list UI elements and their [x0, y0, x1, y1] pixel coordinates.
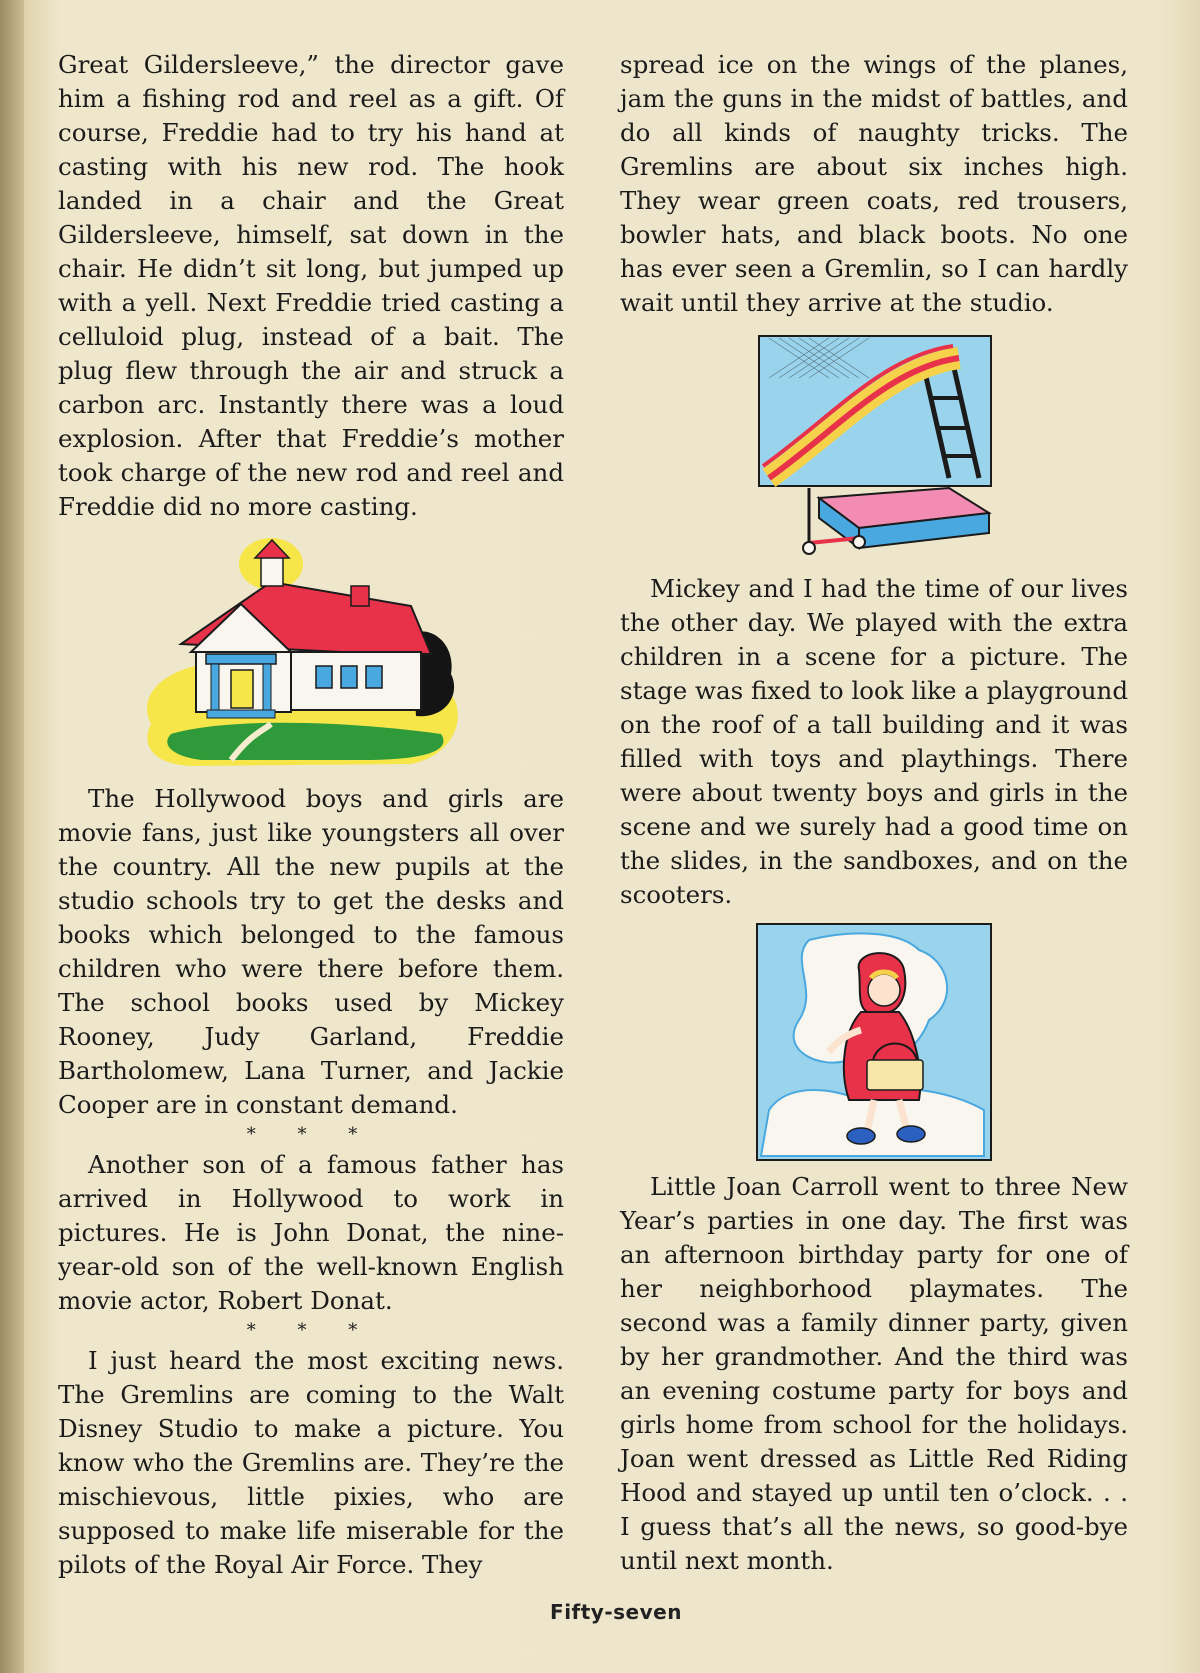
paragraph-gremlins-continued: spread ice on the wings of the planes, jam the guns in the midst of battles, and do all kinds of naughty tricks. The Gremlins are about six inches high. They wear green coats, red trousers, bowler hats, and black boots. No one has ever seen a Gremlin, so I can hardly wait until they arrive at the studio.	[620, 50, 1128, 317]
playground-slide-illustration	[620, 328, 1128, 564]
binding-gutter	[0, 0, 24, 1673]
red-riding-hood-illustration	[620, 920, 1128, 1164]
paragraph-gremlins: I just heard the most exciting news. The Gremlins are coming to the Walt Disney Studio to make a picture. You know who the Gremlins are. They’re the mischievous, little pixies, who are supposed to make life miserable for the pilots of the Royal Air Force. They	[58, 1346, 564, 1579]
paragraph-joan-carroll: Little Joan Carroll went to three New Year’s parties in one day. The first was an afternoon birthday party for one of her neighborhood playmates. The second was a family dinner party, given by her grandmother. And the third was an evening costume party for boys and girls home from school for the holidays. Joan went dressed as Little Red Riding Hood and stayed up until ten o’clock. . . I guess that’s all the news, so good-bye until next month.	[620, 1172, 1128, 1575]
section-separator: * * *	[246, 1124, 376, 1145]
slide-image	[749, 328, 999, 564]
left-column	[58, 48, 564, 1582]
right-column	[620, 48, 1128, 1578]
section-separator: * * *	[246, 1320, 376, 1341]
schoolhouse-image	[111, 534, 511, 774]
paragraph-john-donat: Another son of a famous father has arrived in Hollywood to work in pictures. He is John Donat, the nine-year-old son of the well-known English movie actor, Robert Donat.	[58, 1150, 564, 1315]
schoolhouse-illustration	[58, 534, 564, 774]
paragraph-movie-fans: The Hollywood boys and girls are movie fans, just like youngsters all over the country. All the new pupils at the studio schools try to get the desks and books which belonged to the famous children who were there before them. The school books used by Mickey Rooney, Judy Garland, Freddie Bartholomew, Lana Turner, and Jackie Cooper are in constant demand.	[58, 784, 564, 1119]
paragraph-fishing-rod: Great Gildersleeve,” the director gave him a fishing rod and reel as a gift. Of course, Freddie had to try his hand at casting with his new rod. The hook landed in a chair and the Great Gildersleeve, himself, sat down in the chair. He didn’t sit long, but jumped up with a yell. Next Freddie tried casting a celluloid plug, instead of a bait. The plug flew through the air and struck a carbon arc. Instantly there was a loud explosion. After that Freddie’s mother took charge of the new rod and reel and Freddie did no more casting.	[58, 50, 564, 521]
page-number: Fifty-seven	[550, 1600, 682, 1624]
paragraph-playground-scene: Mickey and I had the time of our lives the other day. We played with the extra children in a scene for a picture. The stage was fixed to look like a playground on the roof of a tall building and it was filled with toys and playthings. There were about twenty boys and girls in the scene and we surely had a good time on the slides, in the sandboxes, and on the scooters.	[620, 574, 1128, 909]
red-riding-hood-image	[749, 920, 999, 1164]
